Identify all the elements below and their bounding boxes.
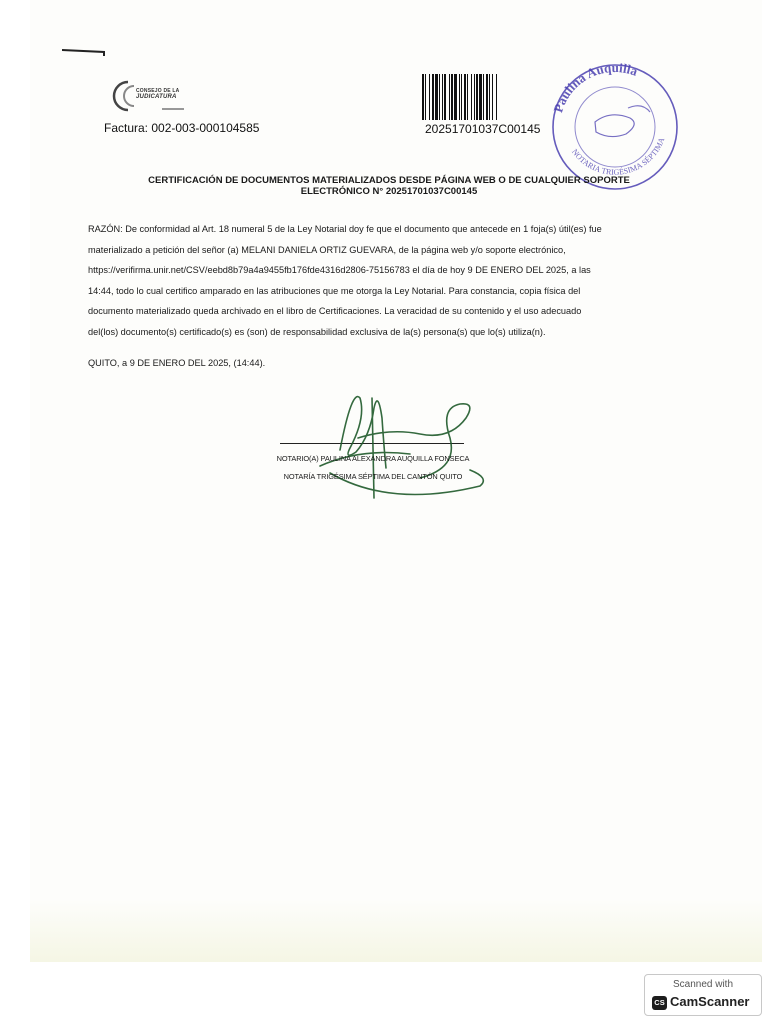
notary-name: NOTARIO(A) PAULINA ALEXANDRA AUQUILLA FONSECA <box>276 454 470 463</box>
barcode-bar <box>451 74 453 120</box>
barcode-bar <box>454 74 457 120</box>
certificate-title <box>100 175 678 197</box>
svg-text:NOTARIA TRIGÉSIMA SÉPTIMA: NOTARIA TRIGÉSIMA SÉPTIMA <box>570 136 667 177</box>
barcode-bar <box>444 74 446 120</box>
barcode-bar <box>425 74 426 120</box>
scan-tint <box>30 900 762 962</box>
body-line: del(los) documento(s) certificado(s) es (son) de responsabilidad exclusiva de la(s) persona(s) que lo(s) utiliza(n). <box>88 326 546 337</box>
logo-line-2: JUDICATURA <box>136 94 177 100</box>
logo-line-1: CONSEJO DE LA <box>136 88 180 94</box>
body-line: documento materializado queda archivado en el libro de Certificaciones. La veracidad de su contenido y el uso adecuado <box>88 306 582 317</box>
barcode-icon <box>422 74 547 120</box>
barcode-bar <box>476 74 478 120</box>
barcode-bar <box>461 74 462 120</box>
notary-stamp-icon <box>530 42 700 192</box>
certificate-body <box>88 219 692 343</box>
barcode-bar <box>474 74 475 120</box>
certificate-title-line-1: CERTIFICACIÓN DE DOCUMENTOS MATERIALIZADOS DESDE PÁGINA WEB O DE CUALQUIER SOPORTE <box>148 175 630 186</box>
svg-text:Paulina Auquilla: Paulina Auquilla <box>550 59 640 115</box>
barcode-bar <box>492 74 493 120</box>
barcode-bar <box>467 74 468 120</box>
barcode-bar <box>486 74 488 120</box>
barcode-bar <box>435 74 438 120</box>
body-line: materializado a petición del señor (a) MELANI DANIELA ORTIZ GUEVARA, de la página web y/o soporte electrónico, <box>88 244 566 255</box>
corner-pen-mark <box>62 48 106 58</box>
barcode-bar <box>489 74 490 120</box>
barcode-bar <box>464 74 466 120</box>
camscanner-watermark <box>644 974 762 1016</box>
barcode-bar <box>422 74 424 120</box>
notary-office: NOTARÍA TRIGÉSIMA SÉPTIMA DEL CANTÓN QUITO <box>283 472 463 481</box>
invoice-number: Factura: 002-003-000104585 <box>104 121 260 135</box>
barcode-bar <box>442 74 443 120</box>
barcode-bar <box>496 74 497 120</box>
barcode-bar <box>429 74 430 120</box>
body-line: 14:44, todo lo cual certifico amparado en las atribuciones que me otorga la Ley Notarial. Para constancia, copia física del <box>88 285 581 296</box>
barcode-bar <box>479 74 482 120</box>
barcode-bar <box>439 74 440 120</box>
barcode-number: 20251701037C00145 <box>425 122 541 136</box>
camscanner-logo-icon: CS <box>652 996 667 1010</box>
certificate-title-line-2: ELECTRÓNICO N° 20251701037C00145 <box>300 186 478 197</box>
body-line: RAZÓN: De conformidad al Art. 18 numeral 5 de la Ley Notarial doy fe que el documento que antecede en 1 foja(s) útil(es) fue <box>88 224 602 234</box>
barcode-bar <box>449 74 450 120</box>
barcode-bar <box>471 74 472 120</box>
scanned-with-label: Scanned with <box>672 979 734 990</box>
barcode-bar <box>432 74 434 120</box>
place-and-date: QUITO, a 9 DE ENERO DEL 2025, (14:44). <box>88 358 266 368</box>
barcode-bar <box>483 74 484 120</box>
handwritten-signature-icon <box>300 378 500 508</box>
logo-wordmark <box>136 88 179 100</box>
barcode-bar <box>459 74 460 120</box>
body-line: https://verifirma.unir.net/CSV/eebd8b79a4a9455fb176fde4316d2806-75156783 el día de hoy 9 DE ENERO DEL 2025, a las <box>88 265 591 276</box>
camscanner-name: CamScanner <box>670 994 750 1009</box>
